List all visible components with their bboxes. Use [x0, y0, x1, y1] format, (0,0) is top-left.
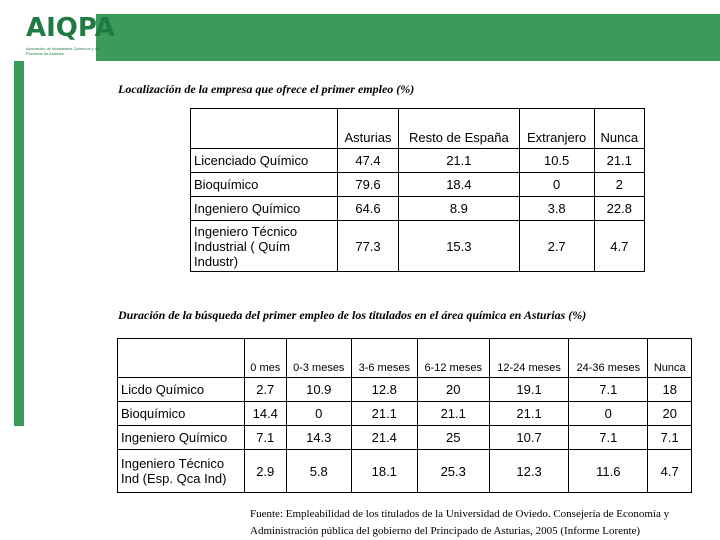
table-cell: 7.1 [648, 426, 692, 450]
side-band [14, 61, 24, 426]
row-label: Licdo Químico [118, 378, 245, 402]
table-cell: 2.9 [245, 450, 287, 493]
table-row [118, 450, 692, 493]
table-cell: 4.7 [594, 221, 644, 272]
header-cell: 3-6 meses [352, 339, 418, 378]
job-search-duration-table [117, 338, 692, 493]
header-cell: 6-12 meses [417, 339, 489, 378]
row-label: Licenciado Químico [191, 149, 338, 173]
header-band [96, 14, 720, 61]
table-cell: 20 [417, 378, 489, 402]
first-job-location-table [190, 108, 645, 272]
table-cell: 18.1 [352, 450, 418, 493]
table-cell: 10.9 [286, 378, 352, 402]
table-cell: 21.1 [417, 402, 489, 426]
table-cell: 10.5 [519, 149, 594, 173]
table-cell: 0 [286, 402, 352, 426]
table-cell: 8.9 [399, 197, 520, 221]
table-row [191, 173, 645, 197]
table-cell: 21.1 [594, 149, 644, 173]
table-cell: 14.4 [245, 402, 287, 426]
row-label: Bioquímico [191, 173, 338, 197]
table-cell: 2.7 [519, 221, 594, 272]
table-cell: 7.1 [245, 426, 287, 450]
table-cell: 25 [417, 426, 489, 450]
table-cell: 0 [569, 402, 648, 426]
table-cell: 79.6 [338, 173, 399, 197]
header-cell: 0 mes [245, 339, 287, 378]
table-cell: 21.1 [352, 402, 418, 426]
header-cell: 12-24 meses [489, 339, 568, 378]
table-cell: 18.4 [399, 173, 520, 197]
table-cell: 25.3 [417, 450, 489, 493]
table-cell: 7.1 [569, 378, 648, 402]
header-cell [191, 109, 338, 149]
table-cell: 7.1 [569, 426, 648, 450]
section1-title: Localización de la empresa que ofrece el primer empleo (%) [118, 82, 415, 96]
table-cell: 21.1 [399, 149, 520, 173]
source-footnote: Fuente: Empleabilidad de los titulados de la Universidad de Oviedo. Consejería de Economía y Administración pública del gobierno del Principado de Asturias, 2005 (Informe Lorente) [250, 508, 670, 537]
table-cell: 12.8 [352, 378, 418, 402]
table-cell: 18 [648, 378, 692, 402]
header-cell: 24-36 meses [569, 339, 648, 378]
table-cell: 22.8 [594, 197, 644, 221]
table-cell: 3.8 [519, 197, 594, 221]
header-cell: Resto de España [399, 109, 520, 149]
table-cell: 19.1 [489, 378, 568, 402]
section2-title: Duración de la búsqueda del primer empleo de los titulados en el área química en Asturias (%) [118, 308, 587, 322]
table-cell: 77.3 [338, 221, 399, 272]
table-cell: 4.7 [648, 450, 692, 493]
table-cell: 14.3 [286, 426, 352, 450]
table-cell: 11.6 [569, 450, 648, 493]
header-cell: Nunca [648, 339, 692, 378]
logo-text: AIQPA [26, 13, 115, 43]
table-cell: 20 [648, 402, 692, 426]
row-label: Ingeniero Químico [191, 197, 338, 221]
table-cell: 64.6 [338, 197, 399, 221]
table-row [191, 221, 645, 272]
header-cell: 0-3 meses [286, 339, 352, 378]
table-cell: 21.4 [352, 426, 418, 450]
table-cell: 10.7 [489, 426, 568, 450]
header-cell: Asturias [338, 109, 399, 149]
header-cell [118, 339, 245, 378]
table-header-row [118, 339, 692, 378]
header-cell: Extranjero [519, 109, 594, 149]
row-label: Ingeniero Técnico Ind (Esp. Qca Ind) [118, 450, 245, 493]
table-cell: 5.8 [286, 450, 352, 493]
row-label: Bioquímico [118, 402, 245, 426]
row-label: Ingeniero Químico [118, 426, 245, 450]
table-header-row [191, 109, 645, 149]
table-row [118, 378, 692, 402]
aiqpa-logo [18, 8, 115, 60]
header-cell: Nunca [594, 109, 644, 149]
table-row [118, 402, 692, 426]
table-row [191, 197, 645, 221]
logo-subtitle: Asociación de Industriales Químicos y de Procesos de Asturias [26, 46, 100, 56]
row-label: Ingeniero Técnico Industrial ( Quím Industr) [191, 221, 338, 272]
table-cell: 15.3 [399, 221, 520, 272]
table-cell: 2.7 [245, 378, 287, 402]
table-row [191, 149, 645, 173]
table-cell: 12.3 [489, 450, 568, 493]
table-cell: 0 [519, 173, 594, 197]
table-cell: 47.4 [338, 149, 399, 173]
table-cell: 21.1 [489, 402, 568, 426]
table-cell: 2 [594, 173, 644, 197]
table-row [118, 426, 692, 450]
